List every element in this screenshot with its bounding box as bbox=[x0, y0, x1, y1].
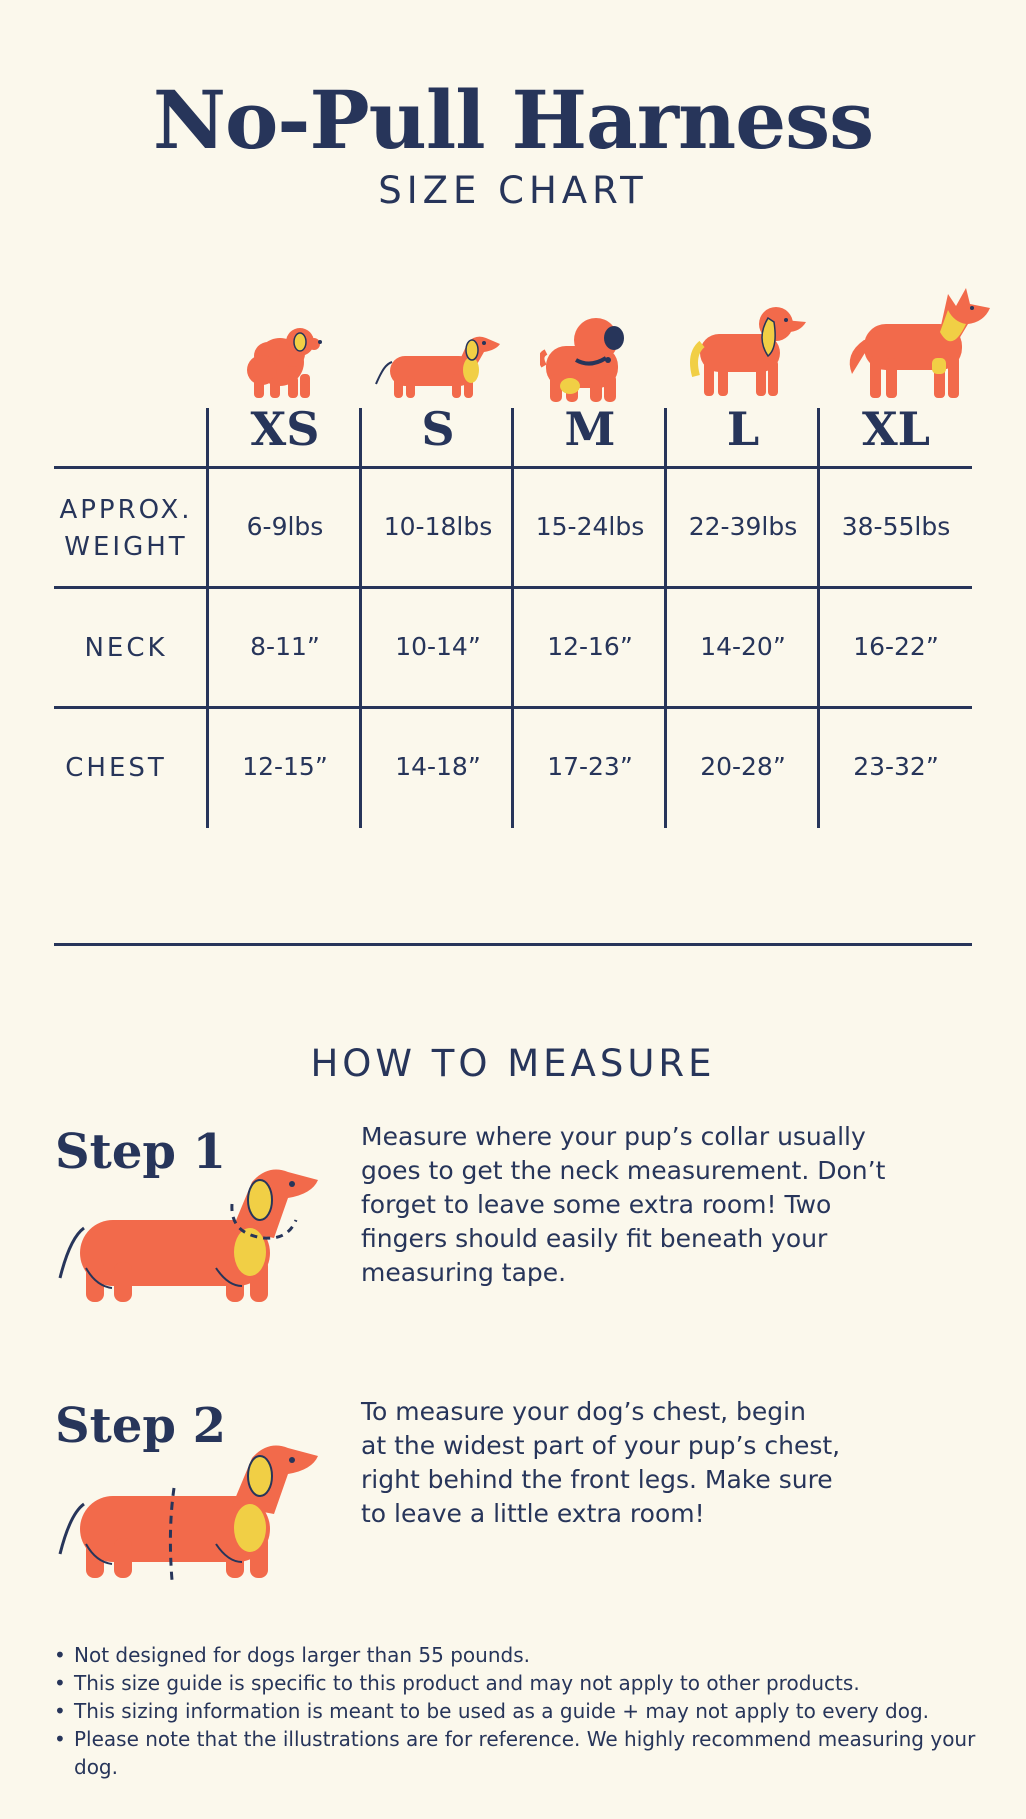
step-1-line: fingers should easily fit beneath your bbox=[361, 1224, 828, 1253]
neck-m: 12-16” bbox=[547, 632, 633, 661]
shepherd-dog-icon bbox=[844, 284, 990, 400]
neck-xl: 16-22” bbox=[853, 632, 939, 661]
weight-l: 22-39lbs bbox=[688, 512, 798, 541]
note-item: • Please note that the illustrations are for reference. We highly recommend measuring your dog. bbox=[54, 1725, 984, 1781]
step-2-label: Step 2 bbox=[55, 1398, 227, 1454]
chest-s: 14-18” bbox=[395, 752, 481, 781]
step-1-line: Measure where your pup’s collar usually bbox=[361, 1122, 866, 1151]
step-1-line: measuring tape. bbox=[361, 1258, 567, 1287]
row-label-weight-line1: APPROX. bbox=[59, 495, 193, 525]
small-fluffy-dog-icon bbox=[240, 320, 330, 400]
step-1-label: Step 1 bbox=[55, 1124, 227, 1180]
weight-xl: 38-55lbs bbox=[841, 512, 951, 541]
step-2-line: at the widest part of your pup’s chest, bbox=[361, 1431, 841, 1460]
step-2-line: to leave a little extra room! bbox=[361, 1499, 705, 1528]
page-subtitle: SIZE CHART bbox=[378, 169, 648, 212]
chest-xs: 12-15” bbox=[242, 752, 328, 781]
dachshund-icon bbox=[372, 330, 502, 400]
step-1-line: goes to get the neck measurement. Don’t bbox=[361, 1156, 886, 1185]
weight-m: 15-24lbs bbox=[535, 512, 645, 541]
row-label-weight bbox=[50, 492, 202, 566]
step-1-description bbox=[361, 1120, 961, 1290]
step-2-line: To measure your dog’s chest, begin bbox=[361, 1397, 806, 1426]
chest-m: 17-23” bbox=[547, 752, 633, 781]
neck-s: 10-14” bbox=[395, 632, 481, 661]
chest-xl: 23-32” bbox=[853, 752, 939, 781]
how-to-measure-heading: HOW TO MEASURE bbox=[310, 1042, 716, 1085]
size-header-xl: XL bbox=[861, 402, 931, 456]
size-header-s: S bbox=[421, 402, 455, 456]
page-title: No-Pull Harness bbox=[152, 73, 874, 167]
note-item: • This size guide is specific to this product and may not apply to other products. bbox=[54, 1669, 984, 1697]
row-label-chest: CHEST bbox=[65, 753, 167, 783]
step-1-line: forget to leave some extra room! Two bbox=[361, 1190, 832, 1219]
weight-s: 10-18lbs bbox=[383, 512, 493, 541]
step-2-line: right behind the front legs. Make sure bbox=[361, 1465, 833, 1494]
spaniel-icon bbox=[688, 304, 813, 398]
pug-icon bbox=[540, 316, 640, 404]
dachshund-neck-measure-icon bbox=[56, 1158, 322, 1306]
note-item: • Not designed for dogs larger than 55 pounds. bbox=[54, 1641, 984, 1669]
row-label-weight-line2: WEIGHT bbox=[64, 532, 188, 562]
notes-list bbox=[54, 1641, 984, 1781]
weight-xs: 6-9lbs bbox=[246, 512, 324, 541]
neck-l: 14-20” bbox=[700, 632, 786, 661]
neck-xs: 8-11” bbox=[250, 632, 320, 661]
size-header-m: M bbox=[564, 402, 616, 456]
size-header-xs: XS bbox=[250, 402, 320, 456]
chest-l: 20-28” bbox=[700, 752, 786, 781]
dachshund-chest-measure-icon bbox=[56, 1434, 322, 1584]
step-2-description bbox=[361, 1395, 961, 1531]
note-item: • This sizing information is meant to be used as a guide + may not apply to every dog. bbox=[54, 1697, 984, 1725]
row-label-neck: NECK bbox=[84, 633, 168, 663]
section-divider bbox=[54, 943, 972, 946]
size-header-l: L bbox=[726, 402, 760, 456]
